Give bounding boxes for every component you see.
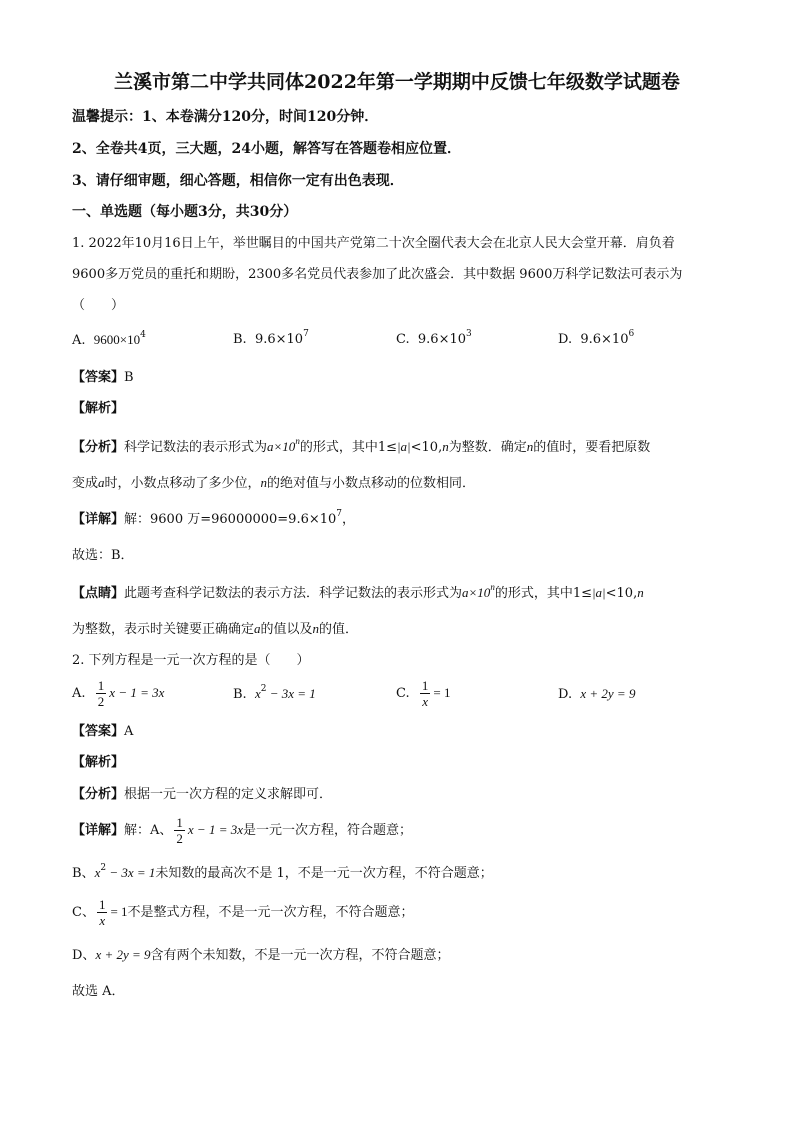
- q1-fenxi-line-2: [72, 473, 475, 494]
- q1-dianjing2-n: n: [312, 621, 320, 636]
- q2-xiangjie-text-b: 是一元一次方程，符合题意；: [243, 823, 413, 838]
- q2-fenxi-text: 根据一元一次方程的定义求解即可．: [124, 787, 333, 802]
- q2-xiangjie-expr: x − 1 = 3x: [187, 822, 243, 837]
- q1-dianjing-text-a: 此题考查科学记数法的表示方法．科学记数法的表示形式为: [124, 586, 463, 601]
- q1-option-b: [233, 329, 309, 347]
- q1-fenxi2-text-b: 时，小数点移动了多少位，: [104, 476, 261, 491]
- q1-option-a-base: 9600×10: [93, 332, 141, 347]
- q1-dianjing2-text-a: 为整数，表示时关键要正确确定: [72, 622, 255, 637]
- q2-option-a-fraction: [96, 678, 107, 709]
- q2-option-c-numerator: 1: [421, 678, 429, 693]
- q1-fenxi2-n: n: [260, 475, 268, 490]
- q1-xiangjie-exp: 7: [336, 509, 343, 519]
- q2-b-exp: 2: [100, 863, 107, 873]
- q2-d-label: D、: [72, 948, 96, 963]
- fenxi-tag: 【分析】: [72, 787, 125, 802]
- q2-option-b: [233, 686, 316, 702]
- q2-option-b-label: B.: [233, 687, 247, 702]
- q2-b-expr: − 3x = 1: [106, 865, 156, 880]
- q1-option-b-label: B.: [233, 332, 247, 347]
- q2-c-fraction: [97, 897, 108, 928]
- q2-stem: 2. 下列方程是一元一次方程的是（ ）: [72, 653, 310, 668]
- q1-fenxi-text-b: 的形式，其中1≤: [299, 440, 397, 455]
- q2-option-a-label: A.: [72, 686, 86, 701]
- q2-answer-value: A: [124, 724, 134, 739]
- xiangjie-tag: 【详解】: [72, 512, 125, 527]
- q1-fenxi-text-d: 为整数．确定: [448, 440, 527, 455]
- q2-answer: [72, 722, 133, 742]
- q2-xiangjie-a: [72, 814, 412, 847]
- q1-option-d-base: 9.6×10: [580, 332, 629, 347]
- q1-stem-line-2: 9600多万党员的重托和期盼，2300多名党员代表参加了此次盛会．其中数据 9600万科学记数法可表示为: [72, 267, 683, 282]
- q1-dianjing-exp: n: [490, 582, 495, 592]
- q1-answer-value: B: [124, 370, 134, 385]
- q1-fenxi-text-c: <10,: [410, 440, 443, 455]
- q1-dianjing-n: n: [637, 585, 644, 600]
- q1-option-d-exp: 6: [628, 329, 635, 339]
- q1-dianjing-text-b: 的形式，其中1≤: [494, 586, 592, 601]
- q2-c-text: 不是整式方程，不是一元一次方程，不符合题意；: [127, 905, 414, 920]
- q2-option-c-denominator: x: [422, 694, 429, 709]
- q2-option-c-label: C.: [396, 686, 410, 701]
- q2-option-a-numerator: 1: [97, 678, 105, 693]
- answer-tag: 【答案】: [72, 370, 125, 385]
- q1-conclusion: 故选：B．: [72, 548, 134, 563]
- q2-xiangjie-denominator: 2: [176, 831, 183, 846]
- q2-b-var: x: [94, 865, 101, 880]
- q1-xiangjie-text-b: ，: [342, 512, 356, 527]
- q1-option-c-base: 9.6×10: [417, 332, 466, 347]
- q1-option-a-label: A.: [72, 333, 86, 348]
- q2-xiangjie-c: [72, 896, 414, 929]
- q2-conclusion: 故选 A．: [72, 984, 125, 999]
- q2-d-text: 含有两个未知数，不是一元一次方程，不符合题意；: [150, 948, 450, 963]
- q1-stem-line-3: （ ）: [72, 298, 125, 313]
- q1-fenxi-line-1: [72, 437, 650, 458]
- q1-xiangjie: [72, 510, 355, 530]
- q1-option-a-exp: 4: [140, 330, 146, 340]
- q1-option-c-exp: 3: [466, 329, 472, 339]
- q2-d-expr: x + 2y = 9: [95, 947, 151, 962]
- q1-fenxi2-text-a: 变成: [72, 476, 99, 491]
- q1-dianjing-text-c: <10,: [605, 586, 638, 601]
- q1-option-d-label: D.: [558, 332, 573, 347]
- q2-option-b-var: x: [254, 686, 261, 701]
- q2-option-c: [396, 678, 450, 709]
- q1-analysis-tag: 【解析】: [72, 401, 125, 416]
- tip-line-1: 温馨提示：1、本卷满分120分，时间120分钟．: [72, 109, 379, 125]
- q1-fenxi-n2: n: [526, 439, 534, 454]
- q2-fenxi: [72, 785, 332, 805]
- answer-tag: 【答案】: [72, 724, 125, 739]
- q2-xiangjie-numerator: 1: [176, 815, 183, 830]
- q2-option-b-expr: − 3x = 1: [266, 686, 316, 701]
- q1-dianjing-abs: |a|: [591, 585, 606, 600]
- q2-xiangjie-d: [72, 945, 450, 966]
- q1-answer: [72, 368, 134, 388]
- q2-option-c-expr: = 1: [433, 685, 451, 700]
- q2-option-b-exp: 2: [260, 684, 267, 694]
- q2-option-d: [558, 686, 635, 702]
- page-title: 兰溪市第二中学共同体2022年第一学期期中反馈七年级数学试题卷: [114, 71, 680, 93]
- q1-fenxi-n: n: [442, 439, 449, 454]
- q2-option-a-denominator: 2: [97, 694, 105, 709]
- q1-fenxi-text-a: 科学记数法的表示形式为: [124, 440, 268, 455]
- q2-b-label: B、: [72, 866, 95, 881]
- q1-dianjing-line-1: [72, 583, 644, 604]
- q1-option-b-exp: 7: [303, 329, 309, 339]
- xiangjie-tag: 【详解】: [72, 823, 125, 838]
- q1-fenxi-abs: |a|: [396, 439, 411, 454]
- q2-b-text: 未知数的最高次不是 1，不是一元一次方程，不符合题意；: [155, 866, 493, 881]
- q2-c-expr: = 1: [110, 904, 128, 919]
- q1-fenxi-formula: a×10: [267, 439, 296, 454]
- q1-dianjing2-var: a: [254, 621, 261, 636]
- q2-option-c-fraction: [420, 678, 431, 709]
- q2-xiangjie-text-a: 解：A、: [124, 823, 173, 838]
- q2-c-numerator: 1: [98, 897, 106, 912]
- q1-dianjing2-text-b: 的值以及: [260, 622, 313, 637]
- q1-dianjing2-text-c: 的值．: [319, 622, 359, 637]
- q2-c-label: C、: [72, 905, 95, 920]
- q1-option-c-label: C.: [396, 332, 410, 347]
- q1-dianjing-line-2: [72, 619, 358, 640]
- tip-line-3: 3、请仔细审题，细心答题，相信你一定有出色表现．: [72, 173, 404, 189]
- dianjing-tag: 【点睛】: [72, 586, 125, 601]
- q1-fenxi2-var: a: [98, 475, 105, 490]
- q1-fenxi-text-e: 的值时，要看把原数: [533, 440, 651, 455]
- fenxi-tag: 【分析】: [72, 440, 125, 455]
- q1-fenxi2-text-c: 的绝对值与小数点移动的位数相同．: [267, 476, 476, 491]
- q2-option-a: [72, 678, 164, 709]
- q2-option-d-expr: x + 2y = 9: [580, 686, 636, 701]
- tip-line-2: 2、全卷共4页，三大题，24小题，解答写在答题卷相应位置．: [72, 141, 461, 157]
- q1-stem-line-1: 1. 2022年10月16日上午，举世瞩目的中国共产党第二十次全圈代表大会在北京人民大会堂开幕．肩负着: [72, 236, 675, 251]
- q2-option-d-label: D.: [558, 687, 573, 702]
- q2-analysis-tag: 【解析】: [72, 755, 125, 770]
- q1-xiangjie-text: 解：9600 万=96000000=9.6×10: [124, 512, 337, 527]
- q2-option-a-expr: x − 1 = 3x: [109, 685, 165, 700]
- q2-c-denominator: x: [99, 913, 106, 928]
- q1-option-b-base: 9.6×10: [254, 332, 304, 347]
- section-title: 一、单选题（每小题3分，共30分）: [72, 204, 298, 220]
- q1-dianjing-formula: a×10: [462, 585, 491, 600]
- q1-option-a: [72, 332, 146, 348]
- q1-option-c: [396, 329, 472, 347]
- q1-option-d: [558, 329, 635, 347]
- q1-fenxi-formula-exp: n: [295, 436, 300, 446]
- q2-xiangjie-fraction: [174, 815, 185, 846]
- q2-xiangjie-b: [72, 863, 493, 884]
